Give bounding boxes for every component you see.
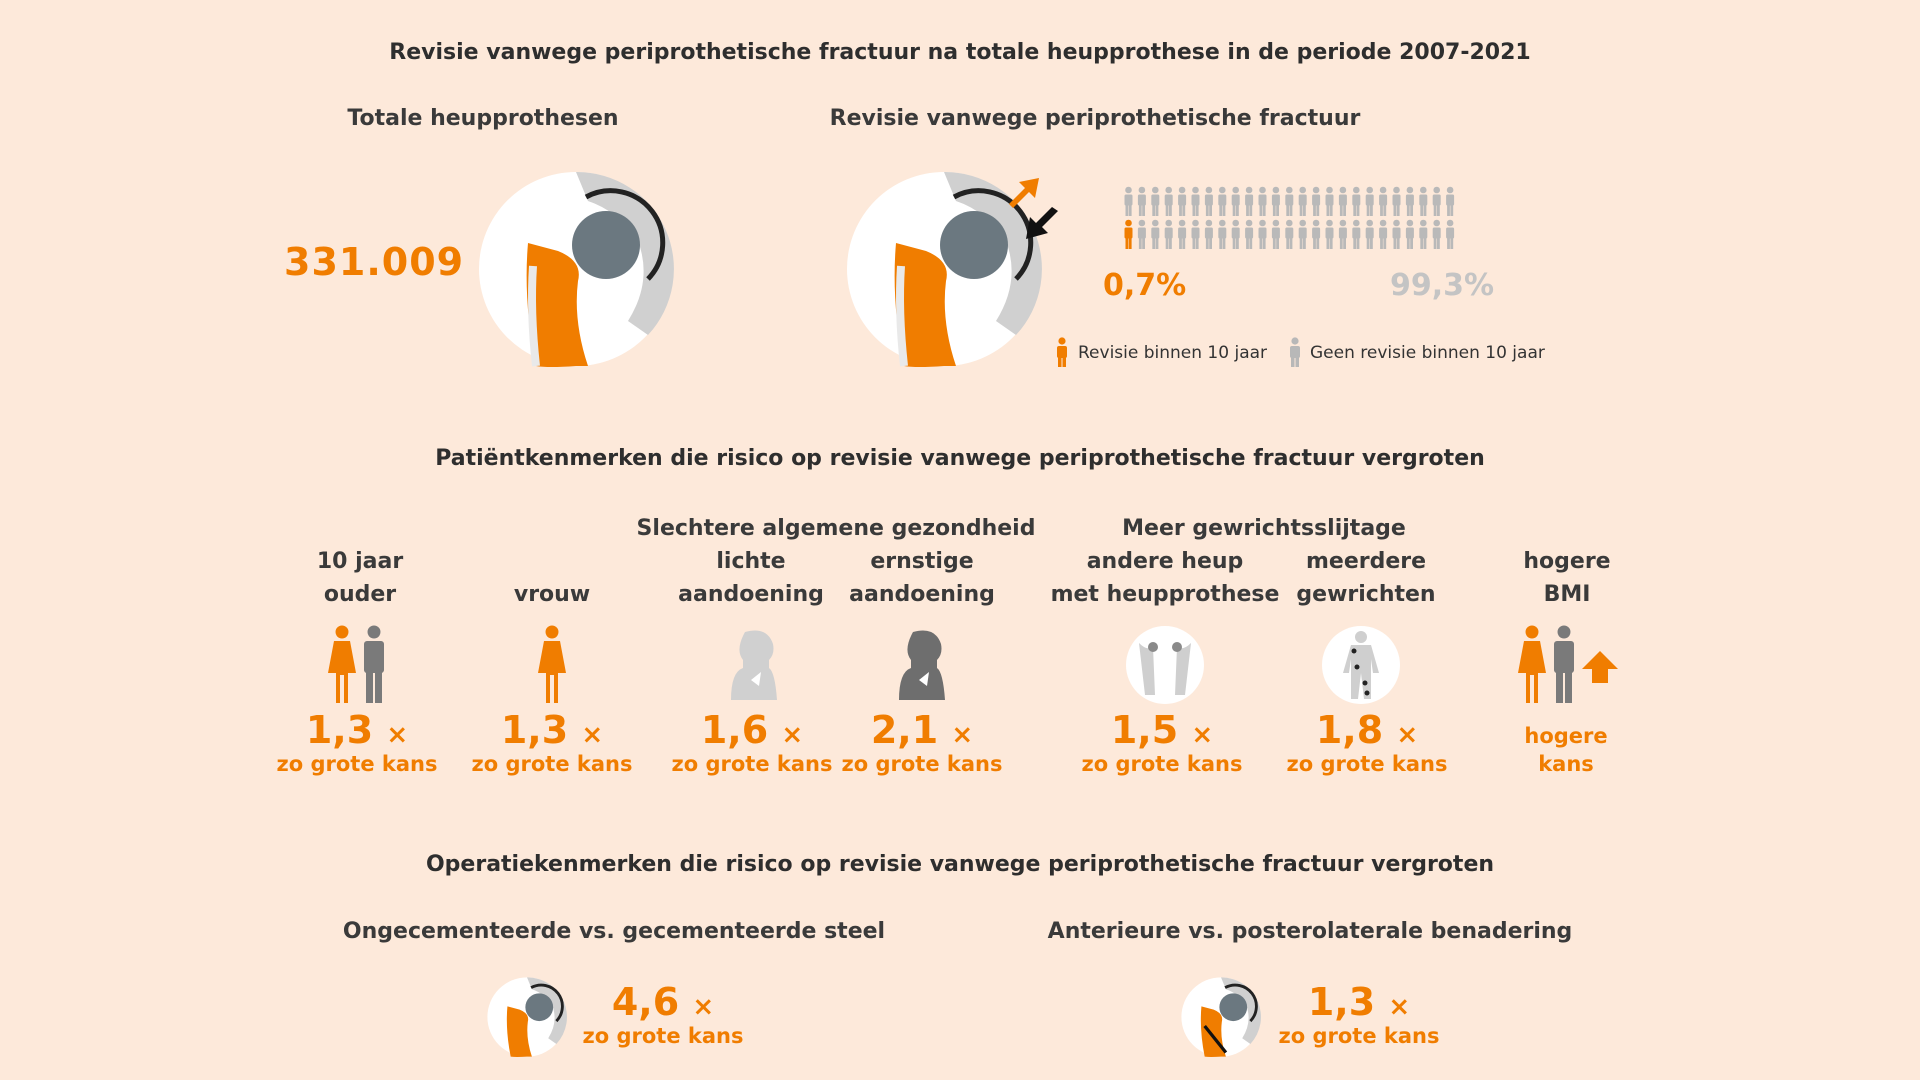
revision-heading: Revisie vanwege periprothetische fractuur [829, 106, 1361, 131]
legend-revision: Revisie binnen 10 jaar [1078, 343, 1268, 363]
person-figure [1446, 187, 1454, 216]
hip-prosthesis-icon [478, 171, 674, 367]
person-figure [1433, 187, 1441, 216]
kans-approach: zo grote kans [1278, 1024, 1440, 1048]
group-wear-label: Meer gewrichtsslijtage [1122, 516, 1406, 541]
person-figure [1285, 187, 1293, 216]
person-figure [1433, 220, 1441, 249]
legend-no-revision-person-icon [1288, 337, 1302, 367]
total-hips-heading: Totale heupprothesen [347, 106, 619, 131]
person-figure [1259, 220, 1267, 249]
kans-severe: zo grote kans [841, 752, 1003, 776]
person-figure [1366, 187, 1374, 216]
person-figure [1205, 220, 1213, 249]
hip-approach-icon [1181, 977, 1261, 1057]
label-woman: vrouw [513, 582, 591, 607]
hip-small-icon [487, 977, 567, 1057]
person-figure [1406, 187, 1414, 216]
person-figure [1178, 187, 1186, 216]
person-figure [1339, 220, 1347, 249]
person-figure [1299, 220, 1307, 249]
couple-icon [326, 625, 394, 703]
kans-other-hip: zo grote kans [1081, 752, 1243, 776]
person-figure [1125, 220, 1133, 249]
kans-bmi: kans [1538, 752, 1594, 776]
person-figure [1245, 220, 1253, 249]
person-figure [1299, 187, 1307, 216]
person-figure [1232, 187, 1240, 216]
person-figure [1379, 220, 1387, 249]
arrow-in-icon [1022, 205, 1060, 241]
person-figure [1218, 220, 1226, 249]
person-figure [1366, 220, 1374, 249]
kans-light: zo grote kans [671, 752, 833, 776]
page-title: Revisie vanwege periprothetische fractuur na totale heupprothese in de periode 2007-2021 [389, 40, 1531, 65]
person-figure [1285, 220, 1293, 249]
person-figure [1326, 187, 1334, 216]
person-figure [1393, 220, 1401, 249]
person-figure [1419, 220, 1427, 249]
person-figure [1178, 220, 1186, 249]
label-other-hip: andere heup met heupprothese [1050, 549, 1280, 607]
label-age: 10 jaar ouder [316, 549, 404, 607]
person-figure [1192, 187, 1200, 216]
person-figure [1379, 187, 1387, 216]
woman-icon [535, 625, 569, 703]
operation-label-cement: Ongecementeerde vs. gecementeerde steel [342, 919, 886, 944]
person-figure [1232, 220, 1240, 249]
label-severe: ernstige aandoening [849, 549, 995, 607]
legend-revision-person-icon [1055, 337, 1069, 367]
kans-cement: zo grote kans [582, 1024, 744, 1048]
person-figure [1272, 187, 1280, 216]
person-figure [1312, 220, 1320, 249]
patient-heading: Patiëntkenmerken die risico op revisie vanwege periprothetische fractuur vergroten [435, 446, 1485, 471]
person-figure [1151, 220, 1159, 249]
kans-woman: zo grote kans [471, 752, 633, 776]
value-other-hip: 1,5 × [1110, 708, 1214, 752]
person-figure [1272, 220, 1280, 249]
people-grid [1122, 186, 1458, 252]
person-figure [1326, 220, 1334, 249]
value-bmi: hogere [1524, 724, 1608, 748]
person-figure [1151, 187, 1159, 216]
person-figure [1165, 187, 1173, 216]
label-bmi: hogere BMI [1523, 549, 1611, 607]
person-figure [1218, 187, 1226, 216]
value-cement: 4,6 × [611, 980, 715, 1024]
person-figure [1312, 187, 1320, 216]
person-figure [1165, 220, 1173, 249]
legend-no-revision: Geen revisie binnen 10 jaar [1310, 343, 1545, 363]
revision-percentage: 0,7% [1103, 268, 1187, 303]
kans-joints: zo grote kans [1286, 752, 1448, 776]
operation-label-approach: Anterieure vs. posterolaterale benadering [1047, 919, 1573, 944]
label-joints: meerdere gewrichten [1296, 549, 1436, 607]
person-figure [1352, 187, 1360, 216]
no-revision-percentage: 99,3% [1390, 268, 1495, 303]
person-figure [1259, 187, 1267, 216]
person-figure [1138, 220, 1146, 249]
person-figure [1393, 187, 1401, 216]
person-figure [1419, 187, 1427, 216]
person-figure [1245, 187, 1253, 216]
person-figure [1205, 187, 1213, 216]
person-figure [1125, 187, 1133, 216]
person-figure [1339, 187, 1347, 216]
value-woman: 1,3 × [500, 708, 604, 752]
value-joints: 1,8 × [1315, 708, 1419, 752]
value-light: 1,6 × [700, 708, 804, 752]
group-health-label: Slechtere algemene gezondheid [636, 516, 1036, 541]
body-joints-icon [1321, 625, 1401, 705]
person-figure [1406, 220, 1414, 249]
hips-icon [1125, 625, 1205, 705]
kans-age: zo grote kans [276, 752, 438, 776]
operation-heading: Operatiekenmerken die risico op revisie vanwege periprothetische fractuur vergroten [425, 852, 1495, 877]
light-condition-icon [729, 628, 779, 700]
total-hips-count: 331.009 [284, 240, 465, 284]
value-severe: 2,1 × [870, 708, 974, 752]
person-figure [1138, 187, 1146, 216]
value-age: 1,3 × [305, 708, 409, 752]
person-figure [1446, 220, 1454, 249]
bmi-icon [1516, 625, 1620, 703]
person-figure [1352, 220, 1360, 249]
value-approach: 1,3 × [1307, 980, 1411, 1024]
person-figure [1192, 220, 1200, 249]
label-light: lichte aandoening [678, 549, 824, 607]
severe-condition-icon [897, 628, 947, 700]
